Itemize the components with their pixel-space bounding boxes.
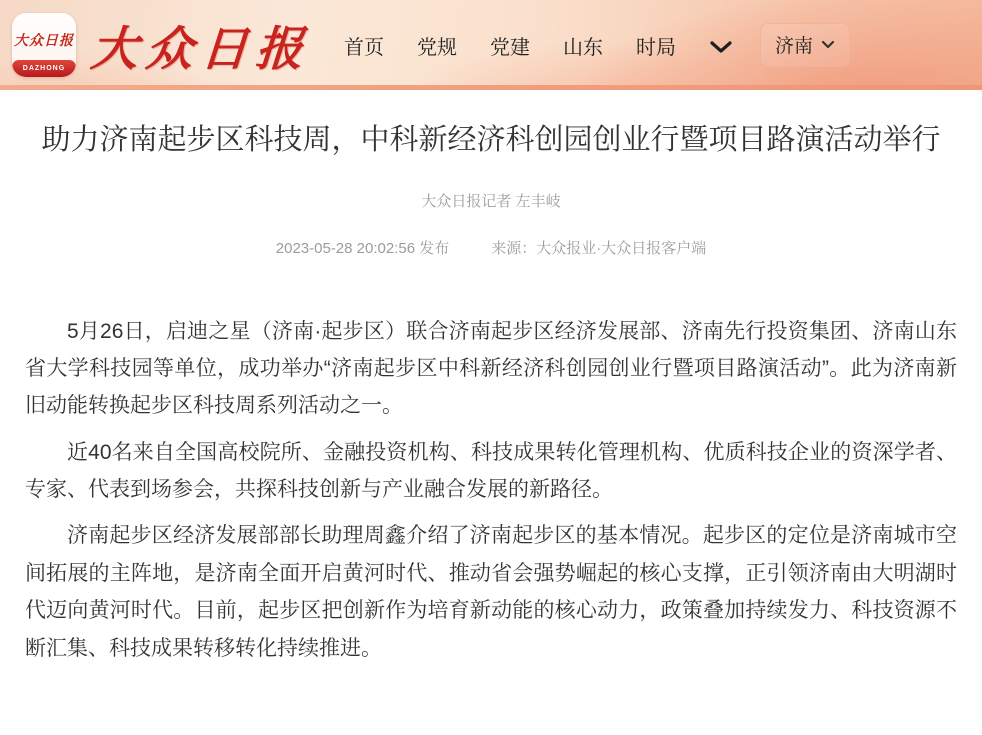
app-logo-subtitle: DAZHONG xyxy=(22,65,66,72)
nav-more-button[interactable] xyxy=(709,36,733,54)
chevron-down-icon xyxy=(821,40,835,49)
app-logo-title: 大众日报 xyxy=(14,32,74,49)
article-title: 助力济南起步区科技周，中科新经济科创园创业行暨项目路演活动举行 xyxy=(41,124,941,156)
app-logo-icon[interactable] xyxy=(12,13,76,77)
nav-item-shandong[interactable]: 山东 xyxy=(563,36,603,59)
article-meta xyxy=(25,237,957,258)
article-body xyxy=(25,313,957,667)
article-paragraph: 济南起步区经济发展部部长助理周鑫介绍了济南起步区的基本情况。起步区的定位是济南城市空间拓展的主阵地，是济南全面开启黄河时代、推动省会强势崛起的核心支撑，正引领济南由大明湖时代迈向黄河时代。目前，起步区把创新作为培育新动能的核心动力，政策叠加持续发力、科技资源不断汇集、科技成果转移转化持续推进。 xyxy=(25,524,957,660)
brand-logo[interactable]: 大众日报 xyxy=(88,21,313,77)
publish-time: 2023-05-28 20:02:56 发布 xyxy=(275,239,450,257)
nav-item-current-affairs[interactable]: 时局 xyxy=(636,36,676,59)
nav-item-home[interactable]: 首页 xyxy=(344,36,384,59)
article-paragraph: 近40名来自全国高校院所、金融投资机构、科技成果转化管理机构、优质科技企业的资深学者、专家、代表到场参会，共探科技创新与产业融合发展的新路径。 xyxy=(25,440,957,501)
region-selector[interactable] xyxy=(760,23,850,67)
app-logo-ribbon xyxy=(12,60,76,77)
main-nav xyxy=(344,31,733,60)
article-byline: 大众日报记者 左丰岐 xyxy=(421,192,561,210)
site-header xyxy=(0,0,982,90)
region-selector-label: 济南 xyxy=(775,36,814,57)
brand-group xyxy=(12,12,311,79)
chevron-down-icon xyxy=(709,40,733,54)
article-page xyxy=(0,119,982,667)
nav-item-party-rules[interactable]: 党规 xyxy=(417,36,457,59)
article-paragraph: 5月26日，启迪之星（济南·起步区）联合济南起步区经济发展部、济南先行投资集团、济南山东省大学科技园等单位，成功举办“济南起步区中科新经济科创园创业行暨项目路演活动”。此为济南新旧动能转换起步区科技周系列活动之一。 xyxy=(25,319,957,418)
nav-item-party-building[interactable]: 党建 xyxy=(490,36,530,59)
article-source: 来源：大众报业·大众日报客户端 xyxy=(491,239,707,257)
